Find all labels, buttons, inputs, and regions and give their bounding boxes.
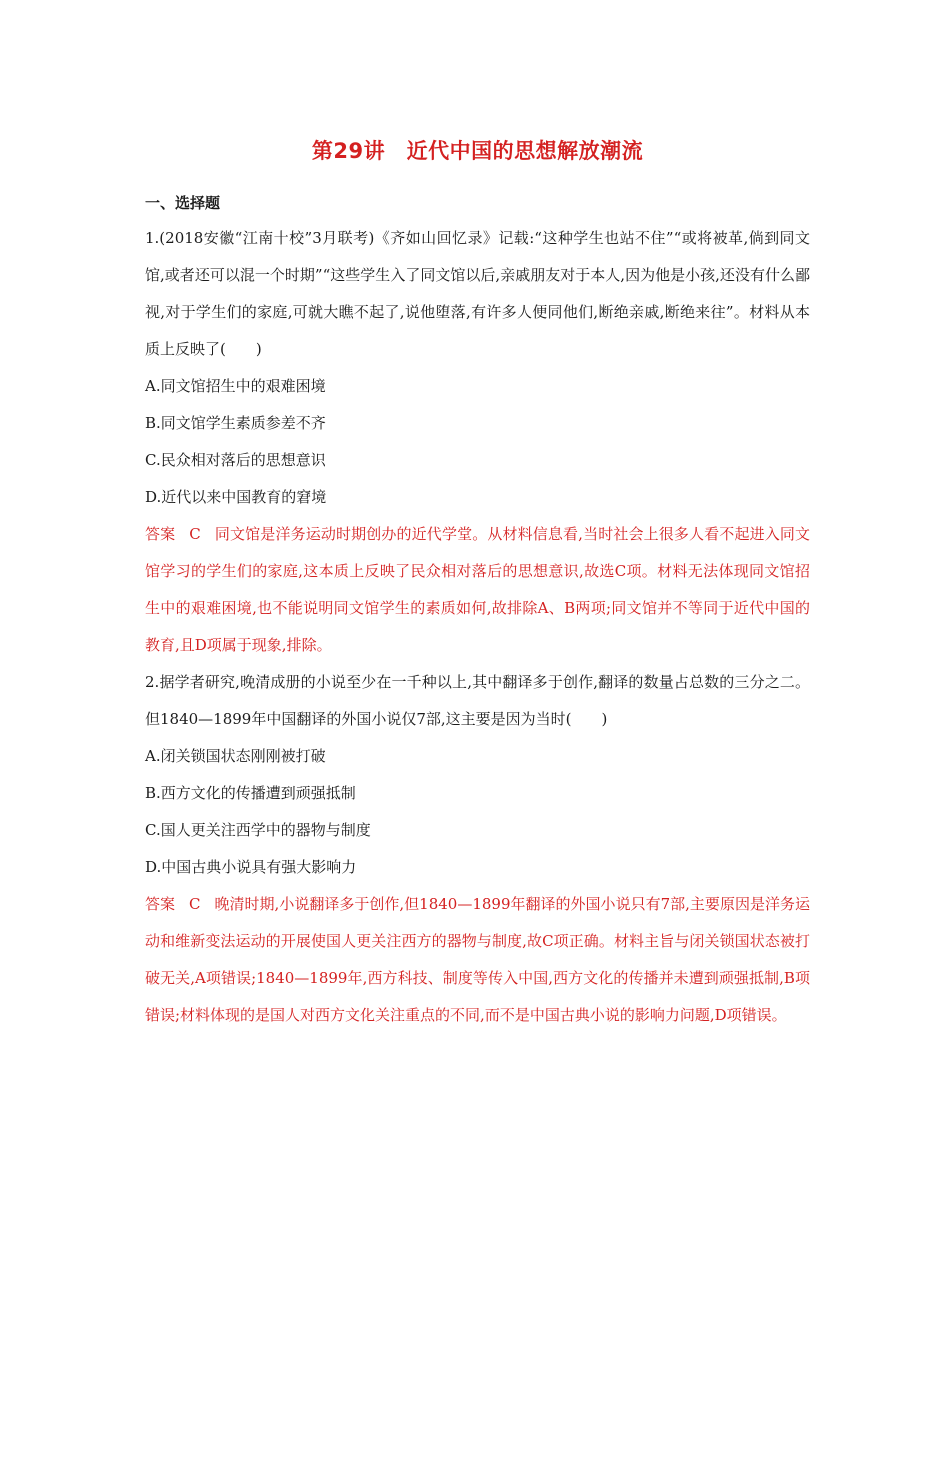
document-page (0, 136, 950, 1480)
option-c: C.国人更关注西学中的器物与制度 (145, 821, 371, 839)
question-2 (145, 664, 810, 1034)
option-b: B.同文馆学生素质参差不齐 (145, 414, 326, 432)
option-d: D.近代以来中国教育的窘境 (145, 488, 327, 506)
answer-letter: C (189, 895, 201, 913)
question-stem: 1.(2018安徽“江南十校”3月联考)《齐如山回忆录》记载:“这种学生也站不住”“或将被革,倘到同文馆,或者还可以混一个时期”“这些学生入了同文馆以后,亲戚朋友对于本人,因为他是小孩,还没有什么鄙视,对于学生们的家庭,可就大瞧不起了,说他堕落,有许多人便同他们,断绝亲戚,断绝来往”。材料从本质上反映了( ) (145, 229, 810, 358)
section-heading: 一、选择题 (145, 194, 221, 212)
answer-label: 答案 (145, 895, 176, 913)
option-b: B.西方文化的传播遭到顽强抵制 (145, 784, 356, 802)
option-c: C.民众相对落后的思想意识 (145, 451, 326, 469)
question-1 (145, 220, 810, 664)
option-a: A.闭关锁国状态刚刚被打破 (145, 747, 326, 765)
answer-explanation: 同文馆是洋务运动时期创办的近代学堂。从材料信息看,当时社会上很多人看不起进入同文馆学习的学生们的家庭,这本质上反映了民众相对落后的思想意识,故选C项。材料无法体现同文馆招生中的艰难困境,也不能说明同文馆学生的素质如何,故排除A、B两项;同文馆并不等同于近代中国的教育,且D项属于现象,排除。 (145, 525, 810, 654)
answer-label: 答案 (145, 525, 176, 543)
question-stem: 2.据学者研究,晚清成册的小说至少在一千种以上,其中翻译多于创作,翻译的数量占总数的三分之二。但1840—1899年中国翻译的外国小说仅7部,这主要是因为当时( ) (145, 673, 810, 728)
answer-block (145, 886, 810, 1034)
option-a: A.同文馆招生中的艰难困境 (145, 377, 326, 395)
answer-letter: C (189, 525, 201, 543)
option-d: D.中国古典小说具有强大影响力 (145, 858, 357, 876)
answer-block (145, 516, 810, 664)
page-title: 第29讲 近代中国的思想解放潮流 (311, 139, 644, 163)
answer-explanation: 晚清时期,小说翻译多于创作,但1840—1899年翻译的外国小说只有7部,主要原因是洋务运动和维新变法运动的开展使国人更关注西方的器物与制度,故C项正确。材料主旨与闭关锁国状态被打破无关,A项错误;1840—1899年,西方科技、制度等传入中国,西方文化的传播并未遭到顽强抵制,B项错误;材料体现的是国人对西方文化关注重点的不同,而不是中国古典小说的影响力问题,D项错误。 (145, 895, 810, 1024)
